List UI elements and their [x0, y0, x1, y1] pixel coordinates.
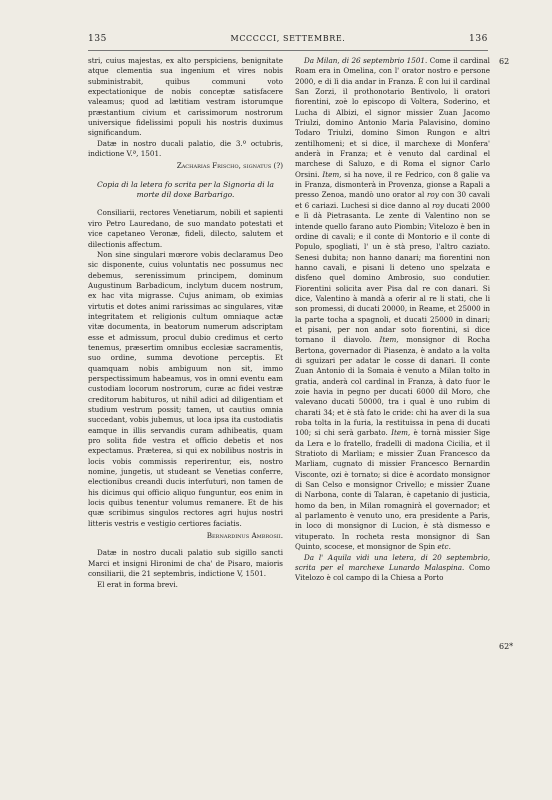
signature-frischo: Zacharias Frischo, signatus (?) [176, 161, 283, 171]
page-number-right: 136 [469, 34, 488, 44]
left-paragraph-3: Consiliarii, rectores Venetiarum, nobili et sapienti viro Petro Lauredano, de suo mandato potestati et vice capetaneo Veronæ, fideli, dilecto, salutem et dilectionis affectum. [88, 208, 283, 249]
margin-note-2: 62* [499, 642, 514, 651]
left-paragraph-1: stri, cuius majestas, ex alto perspiciens, benignitate atque clementia sua ingenium et vires nobis subministrabit, quibus communi voto expectationique de nobis conceptæ satisfacere valeamus; quod ad lætitiam vestram istorumque præstantium civium et carissimorum nostrorum universique fidelissimi populi his nostris duximus significandum. [88, 56, 283, 138]
left-column [88, 56, 283, 590]
right-column [295, 56, 490, 584]
aquila-dateline: Da l' Aquila vidi una letera, di 20 septembrio, scrita per el marchexe Lunardo Malaspina. [295, 552, 490, 572]
page-header [88, 34, 488, 48]
header-rule [88, 50, 488, 51]
left-paragraph-2: Datæ in nostro ducali palatio, die 3.º octubris, indictione V.ª, 1501. [88, 138, 283, 159]
left-paragraph-4: Non sine singulari mœrore vobis declaramus Deo sic disponente, cuius voluntatis nec possumus nec debemus, serenissimum principem, dominum Augustinum Barbadicum, inclytum ducem nostrum, ex hac vita migrasse. Cujus animam, ob eximias virtutis et dotes animi rarissimas ac singulares, vitæ integritatem et religionis cultum omniaque actæ vitæ documenta, in beatorum numerum adscriptam esse et admissum, procul dubio credimus et certo tenemus, præsertim omnibus ecclesiæ sacramentis, suo ordine, summa devotione perceptis. Et quamquam nobis ambiguum non sit, immo perspectissimum habeamus, vos in omni eventu eam custodiam locorum nostrorum, curæ ac fidei vestræ creditorum habituros, ut nihil adici ad diligentiam et studium vestrum possit; tamen, ut cautius omnia succedant, vobis jubemus, ut loca ipsa ita custodiatis eamque in illis servandis curam adhibeatis, quam pro solita fide vestra et officio debetis et nos expectamus. Præterea, si qui ex nobilibus nostris in locis vobis commissis reperirentur, eis, nostro nomine, jungetis, ut studeant se Venetias conferre, electionibus creandi ducis interfuturi, non tamen de his dicimus qui officio aliquo funguntur, eos enim in locis quibus tenentur volumus remanere. Et de his quæ scribimus singulos rectores agri hujus nostri litteris vestris e vestigio certiores faciatis. [88, 249, 283, 528]
left-paragraph-6: El erat in forma brevi. [97, 579, 178, 589]
left-paragraph-5: Datæ in nostro ducali palatio sub sigillo sancti Marci et insigni Hironimi de cha' de Pisaro, maioris consiliarii, die 21 septembris, indictione V, 1501. [88, 548, 283, 579]
running-head: MCCCCCI, SETTEMBRE. [230, 34, 346, 43]
margin-note-1: 62 [499, 57, 510, 66]
milan-dateline: Da Milan, di 26 septembrio 1501. [304, 56, 428, 65]
right-paragraph-2: Da l' Aquila vidi una letera, di 20 septembrio, scrita per el marchexe Lunardo Malaspina. Como Vitelozo è col campo di la Chiesa a Porto [295, 552, 490, 583]
letter-title: Copia di la letera fo scrita per la Signoria di la morte dil doxe Barbarigo. [97, 179, 274, 200]
page-number-left: 135 [88, 34, 107, 44]
signature-ambrosii: Bernardinus Ambrosii. [206, 531, 283, 541]
right-paragraph-1: Da Milan, di 26 septembrio 1501. Come il cardinal Roam era in Omelina, con l' orator nostro e persone 2000, e di lì dia andar in Franza. È con lui il cardinal San Zorzi, il prothonotario Bentivolo, li oratori fiorentini, zoè lo episcopo di Voltera, Soderino, et Lucha di Albizi, el signor missier Zuan Jacomo Triulzi, domino Antonio Maria Palavisino, domino Todaro Triulzi, domino Simon Rungon e altri zentilhomeni; et si dice, il marchexe di Monfera' anderà in Franza; et è venuto dal cardinal el marchese di Saluzo, e di Roma el signor Carlo Orsini. Item, si ha nove, il re Fedrico, con 8 galie va in Franza, dismonterà in Provenza, gionse a Rapali a presso Zenoa, mandò uno orator al roy con 30 cavali et 6 cariazi. Luchesi si dice danno al roy ducati 2000 e lì dà Pietrasanta. Le zente di Valentino non se intende quello farano auto Piombin; Vitelozo è ben in ordine di cavali; e il conte di Montorio e il conte di Populo, spogliati, l' un è stà preso, l'altro caziato. Senesi dubita; non hanno danari; ma fiorentini non hanno cavali, e pisani li deteno uno spelzata e disfeno quel domino Ambrosio, suo condutier. Fiorentini solicita aver Pisa dal re con danari. Si dice, Valentino à mandà a oferir al re li stati, che li son promessi, di ducati 20000, in Reame, et 25000 in la parte tocha a spagnoli, et ducati 25000 in dinari; et pisani, per non andar soto fiorentini, si dice tornano il diavolo. Item, monsignor di Rocha Bertona, governador di Piasenza, è andato a la volta di sguizari per adatar le cosse di danari. Il conte Zuan Antonio di la Somaia è venuto a Milan tolto in gratia, anderà col cardinal in Franza, à dato fuor le zoie havia in pegno per ducati 6000 dil Moro, che valevano ducati 50000, tra i qual è uno rubim di charati 34; et è stà fato le cride: chi ha aver di la sua roba tolta in la furia, la restituissa in pena di ducati 100; si chi serà garbato. Item, è tornà missier Sige da Lera e lo fratello, fradelli di madona Cicilia, et il Stratioto di Marliam; e missier Zuan Francesco da Marliam, cugnato di missier Francesco Bernardin Visconte, ozi è tornato; si dice è acordato monsignor di San Celso e monsignor Crivello; e missier Zuane di Narbona, conte di Talaran, è capetanio di justicia, homo da ben, in Milan romagnirà el governador; et al parlamento è venuto uno, era presidente a Paris, in loco di monsignor di Lucion, è stà dismesso e vituperato. In rocheta resta monsignor di San Quinto, scocese, et monsignor de Spin etc. [295, 56, 491, 552]
